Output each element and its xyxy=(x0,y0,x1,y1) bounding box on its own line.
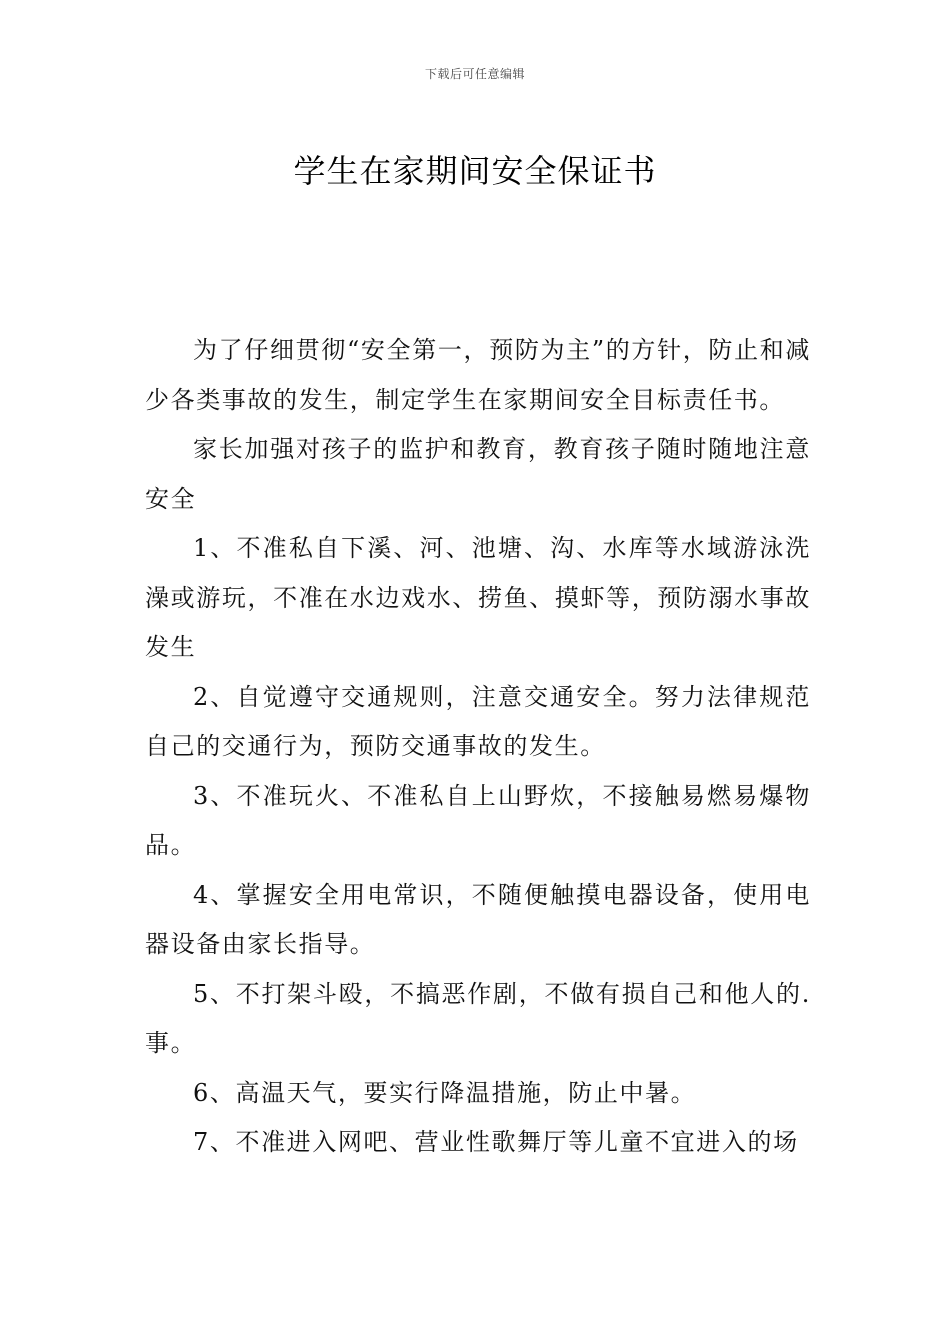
intro-paragraph: 为了仔细贯彻“安全第一，预防为主”的方针，防止和减少各类事故的发生，制定学生在家期间安全目标责任书。 xyxy=(145,336,811,414)
rule-4-paragraph: 4、掌握安全用电常识，不随便触摸电器设备，使用电器设备由家长指导。 xyxy=(145,880,811,958)
rule-7-paragraph: 7、不准进入网吧、营业性歌舞厅等儿童不宜进入的场 xyxy=(193,1128,799,1156)
header-note: 下载后可任意编辑 xyxy=(424,67,525,81)
document-body xyxy=(145,326,811,1168)
rule-5-paragraph: 5、不打架斗殴，不搞恶作剧，不做有损自己和他人的.事。 xyxy=(145,979,811,1057)
guardian-paragraph: 家长加强对孩子的监护和教育，教育孩子随时随地注意安全 xyxy=(145,435,811,513)
rule-2-paragraph: 2、自觉遵守交通规则，注意交通安全。努力法律规范自己的交通行为，预防交通事故的发生。 xyxy=(145,682,811,760)
rule-6-paragraph: 6、高温天气，要实行降温措施，防止中暑。 xyxy=(193,1078,697,1107)
rule-1-paragraph: 1、不准私自下溪、河、池塘、沟、水库等水域游泳洗澡或游玩，不准在水边戏水、捞鱼、摸虾等，预防溺水事故发生 xyxy=(145,534,811,661)
rule-3-paragraph: 3、不准玩火、不准私自上山野炊，不接触易燃易爆物品。 xyxy=(145,781,811,859)
document-title: 学生在家期间安全保证书 xyxy=(293,152,657,191)
